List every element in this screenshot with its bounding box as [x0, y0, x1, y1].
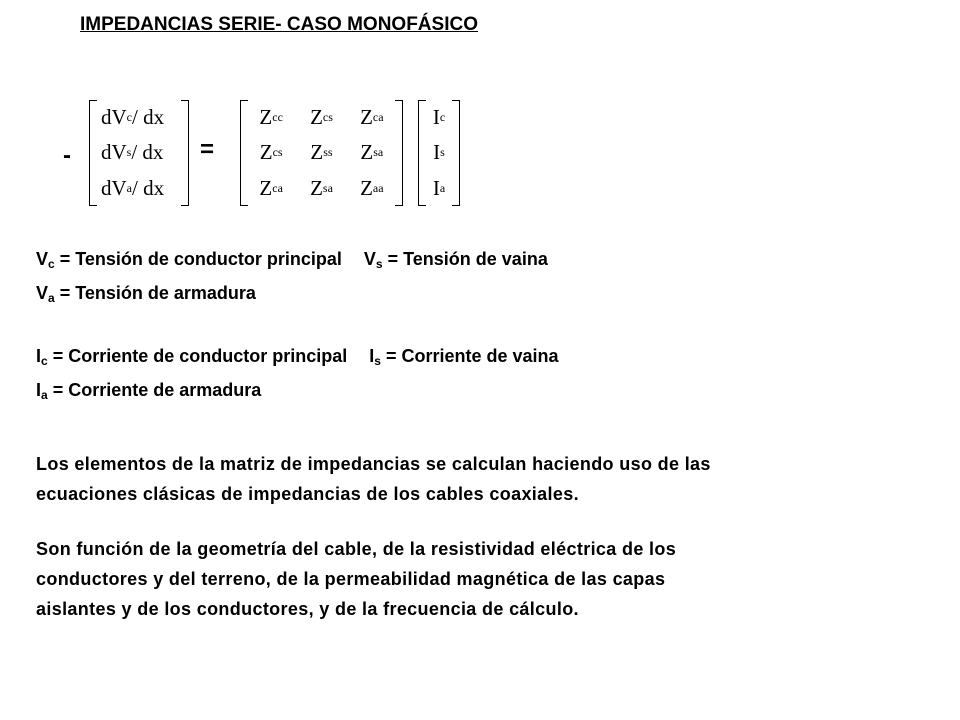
matrix-cell: I s: [433, 140, 445, 165]
voltage-derivative-vector: [89, 100, 189, 206]
paragraph-line: ecuaciones clásicas de impedancias de los cables coaxiales.: [36, 484, 579, 504]
matrix-cell: Z sa: [310, 175, 333, 200]
definition-line: [36, 342, 559, 376]
paragraph-impedance-elements: [36, 449, 711, 509]
matrix-cell: I a: [432, 175, 446, 200]
matrix-cell: Z ca: [360, 105, 384, 130]
definition-line: [36, 245, 559, 279]
variable-definitions: [36, 245, 559, 410]
impedance-matrix: [240, 100, 403, 206]
matrix-cell: I c: [432, 105, 446, 130]
definition-vs: $V_s$ = Tensión de vaina: [363, 249, 548, 271]
paragraph-line: Los elementos de la matriz de impedancias se calculan haciendo uso de las: [36, 454, 711, 474]
definition-ia: $I_a$ = Corriente de armadura: [36, 380, 262, 402]
matrix-cell: Z ca: [259, 175, 283, 200]
matrix-cell: Z ss: [310, 140, 333, 165]
matrix-cell: dV s / dx: [101, 140, 164, 165]
slide-title: IMPEDANCIAS SERIE- CASO MONOFÁSICO: [80, 14, 478, 35]
current-vector: [418, 100, 460, 206]
paragraph-line: conductores y del terreno, de la permeabilidad magnética de las capas: [36, 569, 666, 589]
definition-is: $I_s$ = Corriente de vaina: [369, 346, 559, 368]
definition-vc: $V_c$ = Tensión de conductor principal: [36, 249, 342, 271]
paragraph-line: Son función de la geometría del cable, de la resistividad eléctrica de los: [36, 539, 677, 559]
matrix-cell: dV c / dx: [101, 105, 165, 130]
paragraph-dependencies: [36, 534, 676, 624]
matrix-cell: Z aa: [360, 175, 384, 200]
matrix-cell: Z cs: [259, 140, 283, 165]
definition-va: $V_a$ = Tensión de armadura: [36, 283, 256, 305]
minus-sign: -: [63, 142, 71, 169]
definition-ic: $I_c$ = Corriente de conductor principal: [36, 346, 348, 368]
equals-sign: =: [200, 136, 215, 163]
matrix-cell: Z cs: [310, 105, 333, 130]
paragraph-line: aislantes y de los conductores, y de la frecuencia de cálculo.: [36, 599, 579, 619]
matrix-cell: Z cc: [259, 105, 283, 130]
matrix-cell: Z sa: [360, 140, 384, 165]
matrix-cell: dV a / dx: [101, 175, 165, 200]
